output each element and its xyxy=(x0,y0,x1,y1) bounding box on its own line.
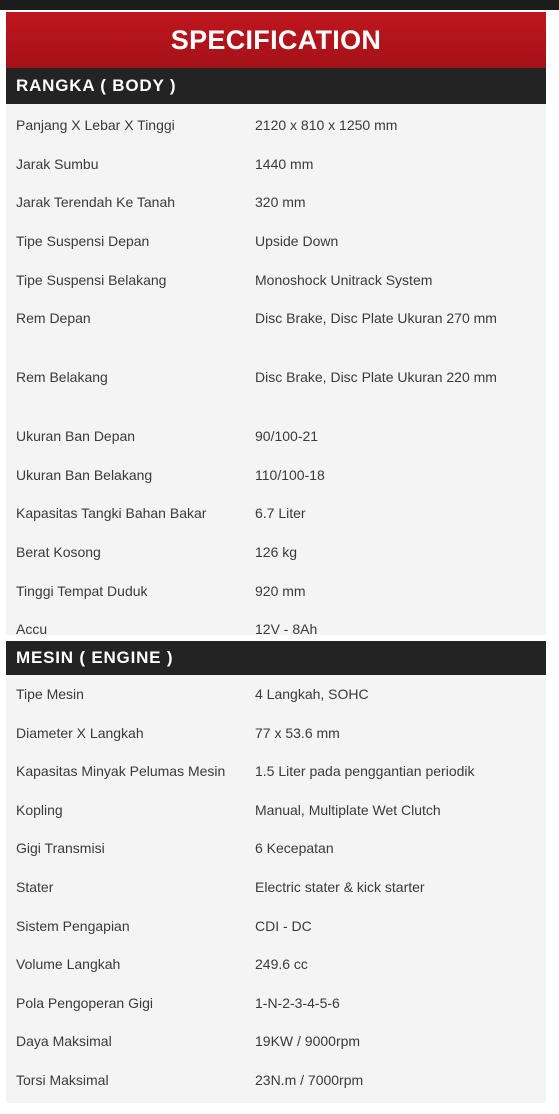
body-spec-list xyxy=(6,104,546,635)
spec-label: Diameter X Langkah xyxy=(16,724,144,741)
page-title: SPECIFICATION xyxy=(6,12,546,68)
spec-row xyxy=(6,261,546,300)
spec-row xyxy=(6,677,546,716)
spec-label: Volume Langkah xyxy=(16,956,121,973)
engine-spec-list xyxy=(6,675,546,1102)
spec-value: Disc Brake, Disc Plate Ukuran 270 mm xyxy=(255,310,497,327)
spec-value: 12V - 8Ah xyxy=(255,621,318,635)
spec-value: 920 mm xyxy=(255,582,306,599)
section-heading-body: RANGKA ( BODY ) xyxy=(6,68,546,104)
spec-value: 19KW / 9000rpm xyxy=(255,1033,361,1050)
spec-row xyxy=(6,572,546,611)
spec-row xyxy=(6,754,546,793)
spec-row xyxy=(6,793,546,832)
section-heading-engine: MESIN ( ENGINE ) xyxy=(6,641,546,675)
spec-value: 320 mm xyxy=(255,194,306,211)
spec-value: Upside Down xyxy=(255,233,339,250)
spec-label: Rem Belakang xyxy=(16,369,108,386)
spec-value: 126 kg xyxy=(255,543,298,560)
spec-label: Rem Depan xyxy=(16,310,91,327)
spec-row xyxy=(6,183,546,222)
spec-value: 77 x 53.6 mm xyxy=(255,724,340,741)
spec-row xyxy=(6,417,546,456)
spec-row xyxy=(6,222,546,261)
status-bar xyxy=(0,0,559,10)
spec-row xyxy=(6,106,546,145)
spec-row xyxy=(6,870,546,909)
spec-row xyxy=(6,358,546,417)
spec-value: 1-N-2-3-4-5-6 xyxy=(255,994,340,1011)
spec-label: Berat Kosong xyxy=(16,543,101,560)
spec-label: Accu xyxy=(16,621,48,635)
spec-value: Disc Brake, Disc Plate Ukuran 220 mm xyxy=(255,369,497,386)
spec-row xyxy=(6,831,546,870)
spec-label: Tipe Suspensi Belakang xyxy=(16,271,167,288)
spec-value: Monoshock Unitrack System xyxy=(255,271,433,288)
spec-value: 249.6 cc xyxy=(255,956,308,973)
spec-label: Pola Pengoperan Gigi xyxy=(16,994,153,1011)
spec-label: Kapasitas Minyak Pelumas Mesin xyxy=(16,763,226,780)
spec-row xyxy=(6,299,546,358)
spec-row xyxy=(6,610,546,635)
spec-value: 23N.m / 7000rpm xyxy=(255,1071,364,1088)
spec-label: Jarak Terendah Ke Tanah xyxy=(16,194,176,211)
spec-label: Panjang X Lebar X Tinggi xyxy=(16,117,175,133)
spec-label: Ukuran Ban Depan xyxy=(16,427,136,444)
spec-row xyxy=(6,494,546,533)
spec-value: 1440 mm xyxy=(255,155,314,172)
spec-value: 90/100-21 xyxy=(255,427,319,444)
spec-label: Torsi Maksimal xyxy=(16,1071,109,1088)
spec-value: Electric stater & kick starter xyxy=(255,878,425,895)
spec-label: Kopling xyxy=(16,801,63,818)
spec-row xyxy=(6,145,546,184)
spec-value: 4 Langkah, SOHC xyxy=(255,686,369,702)
spec-label: Gigi Transmisi xyxy=(16,840,105,857)
spec-label: Sistem Pengapian xyxy=(16,917,130,934)
spec-row xyxy=(6,947,546,986)
spec-label: Tipe Mesin xyxy=(16,686,84,702)
spec-value: 110/100-18 xyxy=(255,466,325,483)
body-spec-card[interactable] xyxy=(6,12,546,635)
spec-label: Jarak Sumbu xyxy=(16,155,99,172)
spec-row xyxy=(6,533,546,572)
spec-label: Tinggi Tempat Duduk xyxy=(16,582,148,599)
spec-value: 6.7 Liter xyxy=(255,505,306,522)
spec-value: 6 Kecepatan xyxy=(255,840,334,857)
spec-value: CDI - DC xyxy=(255,917,312,934)
spec-row xyxy=(6,1063,546,1102)
spec-label: Stater xyxy=(16,878,54,895)
spec-value: 2120 x 810 x 1250 mm xyxy=(255,117,398,133)
spec-row xyxy=(6,716,546,755)
spec-label: Kapasitas Tangki Bahan Bakar xyxy=(16,505,207,522)
spec-row xyxy=(6,456,546,495)
spec-row xyxy=(6,986,546,1025)
spec-label: Tipe Suspensi Depan xyxy=(16,233,150,250)
spec-label: Ukuran Ban Belakang xyxy=(16,466,153,483)
spec-row xyxy=(6,909,546,948)
spec-value: 1.5 Liter pada penggantian periodik xyxy=(255,763,475,780)
engine-spec-card[interactable] xyxy=(6,641,546,1103)
spec-row xyxy=(6,1024,546,1063)
spec-value: Manual, Multiplate Wet Clutch xyxy=(255,801,441,818)
spec-label: Daya Maksimal xyxy=(16,1033,112,1050)
